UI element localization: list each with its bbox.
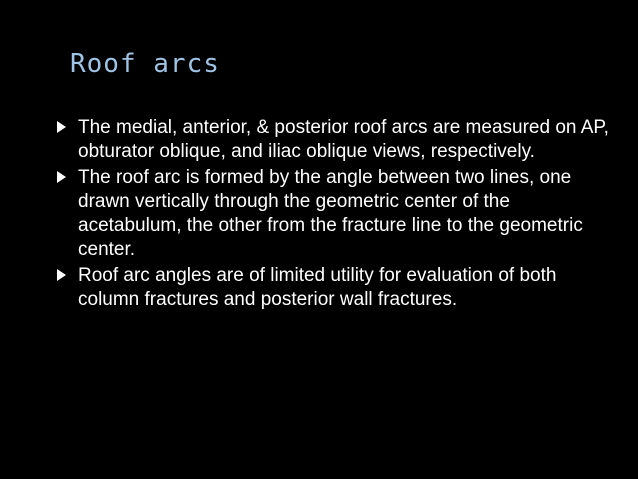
bullet-text: The medial, anterior, & posterior roof arcs are measured on AP, obturator oblique, and iliac oblique views, respectively. xyxy=(78,117,609,162)
slide-title: Roof arcs xyxy=(70,49,220,79)
bullet-item xyxy=(57,116,617,164)
bullet-item xyxy=(57,166,617,262)
triangle-bullet-icon xyxy=(57,269,66,281)
bullet-text: The roof arc is formed by the angle between two lines, one drawn vertically through the geometric center of the acetabulum, the other from the fracture line to the geometric center. xyxy=(78,167,583,260)
bullet-item xyxy=(57,264,617,312)
triangle-bullet-icon xyxy=(57,171,66,183)
triangle-bullet-icon xyxy=(57,121,66,133)
bullet-text: Roof arc angles are of limited utility for evaluation of both column fractures and posterior wall fractures. xyxy=(78,265,557,310)
bullet-list xyxy=(57,116,617,314)
